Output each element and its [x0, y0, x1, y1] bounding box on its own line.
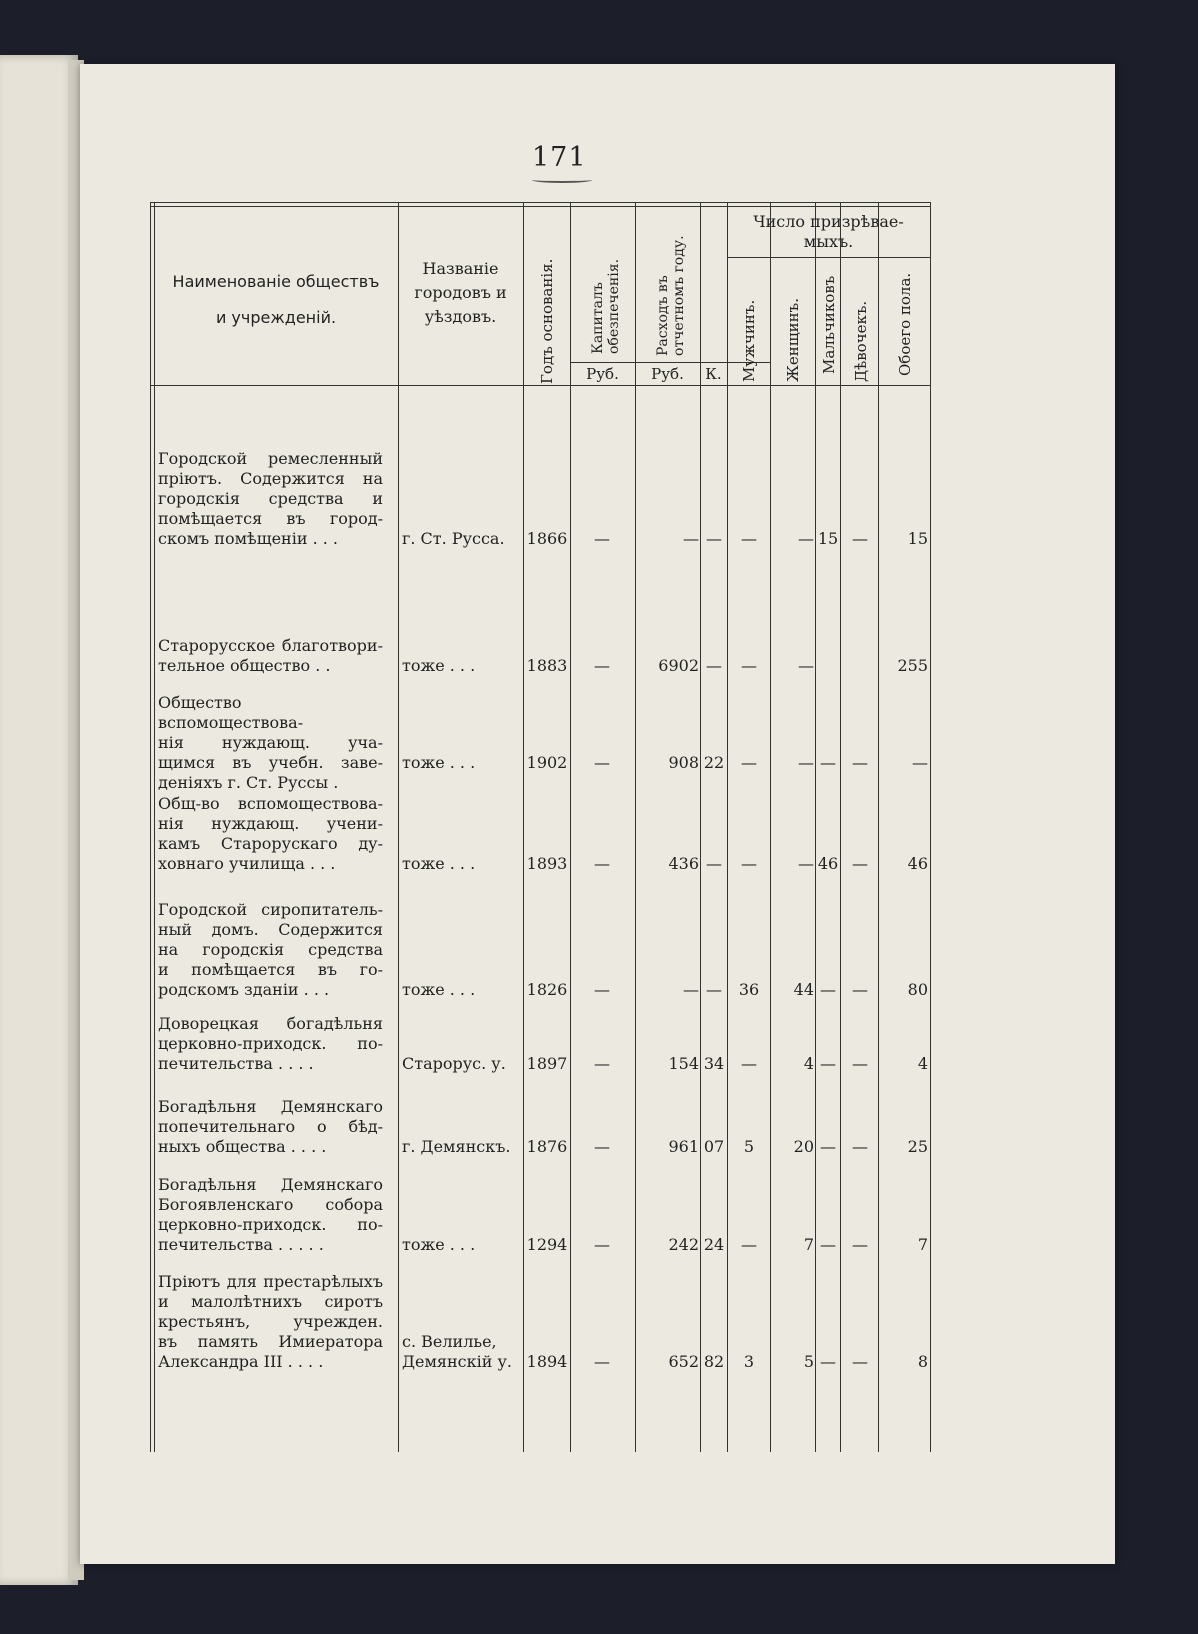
- institution-name: [158, 900, 383, 1000]
- women-cell: 20: [793, 1137, 814, 1156]
- institution-name-line: Городской сиропитатель-: [158, 900, 383, 919]
- year-cell: 1866: [526, 529, 568, 548]
- header-boys: Мальчиковъ: [820, 275, 838, 374]
- left-page-edge: [0, 55, 78, 1585]
- men-cell: —: [741, 529, 757, 548]
- capital-cell: —: [594, 1352, 610, 1371]
- expense-kop-cell: 07: [703, 1137, 725, 1156]
- institution-name-line: печительства . . . . .: [158, 1235, 324, 1254]
- institution-name-line: городскія средства и: [158, 489, 383, 508]
- capital-cell: —: [594, 656, 610, 675]
- girls-cell: —: [852, 980, 868, 999]
- men-cell: —: [741, 1235, 757, 1254]
- expense-kop-cell: —: [706, 854, 722, 873]
- year-cell: 1897: [526, 1054, 568, 1073]
- year-cell: 1894: [526, 1352, 568, 1371]
- expense-kop-cell: —: [706, 529, 722, 548]
- institution-name: [158, 636, 383, 676]
- header-name: Наименованіе обществъ и учрежденій.: [172, 272, 380, 327]
- city-cell: с. Велилье,: [402, 1332, 497, 1351]
- institution-name: [158, 1097, 383, 1157]
- institution-name-line: Пріютъ для престарѣлыхъ: [158, 1272, 383, 1291]
- year-cell: 1902: [526, 753, 568, 772]
- institution-name-line: помѣщается въ город-: [158, 509, 383, 528]
- page: [80, 64, 1115, 1564]
- institution-name-line: родскомъ зданіи . . .: [158, 980, 330, 999]
- institution-name-line: пріютъ. Содержится на: [158, 469, 383, 488]
- women-cell: —: [798, 854, 814, 873]
- institution-name-line: и помѣщается въ го-: [158, 960, 383, 979]
- capital-cell: —: [594, 854, 610, 873]
- women-cell: —: [798, 753, 814, 772]
- girls-cell: —: [852, 1137, 868, 1156]
- expense-kop-cell: 82: [703, 1352, 725, 1371]
- women-cell: —: [798, 529, 814, 548]
- institution-name: [158, 1272, 383, 1372]
- city-cell: Старорус. у.: [402, 1054, 506, 1073]
- boys-cell: —: [820, 980, 836, 999]
- city-cell: г. Ст. Русса.: [402, 529, 505, 548]
- unit-rub-expense: Руб.: [651, 365, 684, 383]
- institution-name-line: тельное общество . .: [158, 656, 331, 675]
- city-cell: г. Демянскъ.: [402, 1137, 511, 1156]
- institution-name-line: крестьянъ, учрежден.: [158, 1312, 383, 1331]
- women-cell: 7: [803, 1235, 814, 1254]
- both-cell: 25: [907, 1137, 928, 1156]
- boys-cell: —: [820, 1137, 836, 1156]
- header-men: Мужчинъ.: [740, 299, 758, 382]
- women-cell: 44: [793, 980, 814, 999]
- header-women: Женщинъ.: [784, 298, 802, 382]
- institution-name-line: Александра III . . . .: [158, 1352, 324, 1371]
- institution-name-line: въ память Имиератора: [158, 1332, 383, 1351]
- expense-rub-cell: 436: [668, 854, 699, 873]
- institution-name-line: Городской ремесленный: [158, 449, 383, 468]
- year-cell: 1883: [526, 656, 568, 675]
- institution-name-line: на городскія средства: [158, 940, 383, 959]
- page-number: 171: [532, 142, 587, 173]
- institution-name-line: церковно-приходск. по-: [158, 1034, 383, 1053]
- men-cell: 5: [743, 1137, 755, 1156]
- expense-rub-cell: 908: [668, 753, 699, 772]
- girls-cell: —: [852, 753, 868, 772]
- institution-name-line: ный домъ. Содержится: [158, 920, 383, 939]
- men-cell: —: [741, 1054, 757, 1073]
- institution-name-line: ховнаго училища . . .: [158, 854, 336, 873]
- both-cell: 4: [917, 1054, 928, 1073]
- expense-kop-cell: 24: [703, 1235, 725, 1254]
- expense-rub-cell: 961: [668, 1137, 699, 1156]
- institution-name-line: Старорусское благотвори-: [158, 636, 383, 655]
- institution-name-line: Богоявленскаго собора: [158, 1195, 383, 1214]
- unit-kop: К.: [705, 365, 722, 383]
- institution-name-line: Общество вспомоществова-: [158, 693, 304, 732]
- year-cell: 1893: [526, 854, 568, 873]
- boys-cell: —: [820, 1054, 836, 1073]
- girls-cell: —: [852, 1235, 868, 1254]
- header-city: Названіе городовъ и уѣздовъ.: [414, 259, 507, 326]
- capital-cell: —: [594, 529, 610, 548]
- capital-cell: —: [594, 980, 610, 999]
- expense-rub-cell: 242: [668, 1235, 699, 1254]
- institution-name-line: Доворецкая богадѣльня: [158, 1014, 383, 1033]
- both-cell: —: [912, 753, 928, 772]
- header-capital: Капиталъ обезпеченія.: [590, 258, 622, 354]
- institution-name-line: церковно-приходск. по-: [158, 1215, 383, 1234]
- institution-name-line: Общ-во вспомоществова-: [158, 794, 383, 813]
- institution-name-line: попечительнаго о бѣд-: [158, 1117, 383, 1136]
- boys-cell: —: [820, 753, 836, 772]
- institution-name: [158, 449, 383, 549]
- both-cell: 255: [897, 656, 928, 675]
- men-cell: —: [741, 753, 757, 772]
- year-cell: 1876: [526, 1137, 568, 1156]
- expense-rub-cell: 652: [668, 1352, 699, 1371]
- institution-name-line: Богадѣльня Демянскаго: [158, 1097, 383, 1116]
- expense-kop-cell: 22: [703, 753, 725, 772]
- institution-name: [158, 693, 383, 793]
- city-cell: тоже . . .: [402, 753, 476, 772]
- expense-rub-cell: 6902: [658, 656, 699, 675]
- women-cell: —: [798, 656, 814, 675]
- both-cell: 8: [917, 1352, 928, 1371]
- city-cell: Демянскій у.: [402, 1352, 513, 1371]
- capital-cell: —: [594, 1235, 610, 1254]
- city-cell: тоже . . .: [402, 1235, 476, 1254]
- men-cell: 3: [743, 1352, 755, 1371]
- girls-cell: —: [852, 1352, 868, 1371]
- year-cell: 1826: [526, 980, 568, 999]
- both-cell: 15: [907, 529, 928, 548]
- institution-name-line: щимся въ учебн. заве-: [158, 753, 383, 772]
- institution-name-line: нія нуждающ. уча-: [158, 733, 383, 752]
- boys-cell: 15: [817, 529, 839, 548]
- header-year: Годъ основанія.: [538, 258, 556, 384]
- expense-kop-cell: —: [706, 980, 722, 999]
- expense-rub-cell: —: [683, 529, 699, 548]
- men-cell: —: [741, 854, 757, 873]
- expense-kop-cell: —: [706, 656, 722, 675]
- institution-name: [158, 1014, 383, 1074]
- both-cell: 46: [907, 854, 928, 873]
- institution-name-line: Богадѣльня Демянскаго: [158, 1175, 383, 1194]
- city-cell: тоже . . .: [402, 980, 476, 999]
- women-cell: 4: [803, 1054, 814, 1073]
- unit-rub-capital: Руб.: [586, 365, 619, 383]
- header-girls: Дѣвочекъ.: [852, 300, 870, 382]
- boys-cell: —: [820, 1352, 836, 1371]
- women-cell: 5: [803, 1352, 814, 1371]
- institution-name-line: ныхъ общества . . . .: [158, 1137, 327, 1156]
- both-cell: 7: [917, 1235, 928, 1254]
- capital-cell: —: [594, 1137, 610, 1156]
- institution-name: [158, 794, 383, 874]
- institutions-table: [150, 202, 1045, 1452]
- men-cell: 36: [738, 980, 760, 999]
- page-number-ornament: [532, 177, 592, 183]
- girls-cell: —: [852, 854, 868, 873]
- year-cell: 1294: [526, 1235, 568, 1254]
- institution-name: [158, 1175, 383, 1255]
- institution-name-line: скомъ помѣщеніи . . .: [158, 529, 338, 548]
- both-cell: 80: [907, 980, 928, 999]
- boys-cell: 46: [817, 854, 839, 873]
- table-body: [150, 202, 1045, 1452]
- girls-cell: —: [852, 1054, 868, 1073]
- header-count-group: Число призрѣвае- мыхъ.: [753, 212, 904, 251]
- institution-name-line: печительства . . . .: [158, 1054, 314, 1073]
- city-cell: тоже . . .: [402, 854, 476, 873]
- expense-kop-cell: 34: [703, 1054, 725, 1073]
- boys-cell: —: [820, 1235, 836, 1254]
- header-expense: Расходъ въ отчетномъ году.: [655, 235, 687, 356]
- expense-rub-cell: —: [683, 980, 699, 999]
- capital-cell: —: [594, 1054, 610, 1073]
- institution-name-line: и малолѣтнихъ сиротъ: [158, 1292, 383, 1311]
- city-cell: тоже . . .: [402, 656, 476, 675]
- expense-rub-cell: 154: [668, 1054, 699, 1073]
- girls-cell: —: [852, 529, 868, 548]
- men-cell: —: [741, 656, 757, 675]
- institution-name-line: камъ Старорускаго ду-: [158, 834, 383, 853]
- header-both: Обоего пола.: [896, 272, 914, 376]
- institution-name-line: нія нуждающ. учени-: [158, 814, 383, 833]
- capital-cell: —: [594, 753, 610, 772]
- institution-name-line: деніяхъ г. Ст. Руссы .: [158, 773, 339, 792]
